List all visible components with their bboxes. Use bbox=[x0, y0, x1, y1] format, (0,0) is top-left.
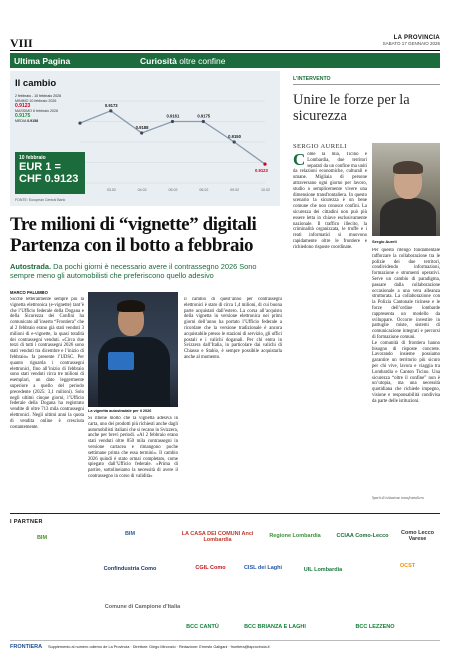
chart-period: 2 febbraio - 10 febbraio 2026 bbox=[15, 94, 62, 98]
avg-line bbox=[15, 119, 61, 124]
partner-logo[interactable] bbox=[340, 620, 410, 634]
partner-logo[interactable] bbox=[183, 556, 238, 580]
partner-logo[interactable] bbox=[395, 526, 440, 546]
section-secondary bbox=[128, 56, 226, 66]
data-point bbox=[171, 120, 174, 123]
x-tick-label: 04.02 bbox=[137, 188, 147, 192]
article-photo bbox=[88, 292, 178, 407]
partner-logo[interactable] bbox=[278, 556, 368, 584]
footer-brand: FRONTIERA bbox=[10, 643, 43, 650]
data-label: 0.9161 bbox=[166, 113, 180, 119]
partner-logo-label: CGIL Como bbox=[195, 565, 226, 571]
opinion-text-1: ome la mia, Ticino e Lombardia, due territori separati da un confine ma uniti da relazioni economiche, culturali e umane. Migliaia di persone attraversano ogni giorno per lavoro, studio o semplicemente vivere una dimensione transfrontaliera. In questo scenario la sicurezza è un bene comune che non conosce confini. La sicurezza dei cittadini non può più essere letta in chiave esclusivamente nazionale. Il traffico illecito, la criminalità organizzata, le truffe e i reati informatici si muovono rapidamente oltre le frontiere e richiedono risposte coordinate. bbox=[293, 152, 367, 250]
chart-title: Il cambio bbox=[15, 78, 57, 89]
data-point bbox=[202, 120, 205, 123]
x-tick-label: 03.02 bbox=[106, 188, 116, 192]
partner-logo[interactable] bbox=[100, 556, 160, 582]
x-tick-label: 06.02 bbox=[199, 188, 209, 192]
partner-logo[interactable] bbox=[170, 620, 235, 634]
page-number: VIII bbox=[10, 36, 33, 50]
opinion-column-2 bbox=[372, 248, 440, 494]
section-secondary-rest: oltre confine bbox=[176, 55, 226, 66]
chart-source: FONTE: European Central Bank bbox=[15, 198, 66, 202]
partner-logo-label: LA CASA DEI COMUNI Anci Lombardia bbox=[181, 531, 254, 543]
chart-info bbox=[15, 94, 61, 124]
partner-logo-label: BCC BRIANZA E LAGHI bbox=[244, 624, 306, 630]
partners-rule bbox=[10, 513, 440, 514]
x-tick-label: 10.02 bbox=[261, 188, 270, 192]
opinion-tag: L’INTERVENTO bbox=[293, 76, 331, 82]
data-label: 0.9173 bbox=[104, 102, 118, 108]
partner-logo-label: OCST bbox=[399, 563, 416, 569]
section-primary: Ultima Pagina bbox=[14, 55, 71, 66]
opinion-title: Unire le forze per la sicurezza bbox=[293, 92, 410, 124]
partner-logo[interactable] bbox=[335, 526, 390, 546]
partner-logo-label: CCIAA Como-Lecco bbox=[336, 533, 389, 539]
opinion-text-2: Per questo ritengo fondamentale rafforzare la collaborazione tra le polizie dei due territori, condividendo informazioni, formazione e strumenti operativi. Serve un cambio di paradigma, passare dalla collaborazione occasionale a una vera alleanza strutturata. La collaborazione con la Polizia Cantonale ticinese e le forze dell’ordine lombarde rappresenta un modello da sviluppare. Occorre investire in pattuglie miste, sistemi di comunicazione integrati e percorsi di formazione comuni. bbox=[372, 248, 440, 340]
issue-date: SABATO 17 GENNAIO 2026 bbox=[382, 41, 440, 46]
data-point bbox=[109, 109, 112, 112]
article-text-1: Sicché letteralmente sempre più la vignetta elettronica (e-vignette) tant’è che l’Ufficio federale della Dogana e della Sicurezza dei Confini ha comunicato all’inserto “Frontiera” che al 2 febbraio erano già stati venduti 3 milioni di e-vignette, la quasi totalità dei contrassegni venduti. «Circa due terzi di tutti i contrassegni 2026 sono stati venduti tra dicembre e l’inizio di febbraio» fa presente l’UDSC. Per quanto riguarda i contrassegni elettronici, fino all’inizio di febbraio sono stati venduti circa tre milioni di esemplari, un dato leggermente superiore a quello del periodo precedente (2025: 3,1 milioni). Solo negli ultimi cinque giorni, l’Ufficio federale della Dogana ha registrato vendite di oltre 713 mila contrassegni elettronici. Negli ultimi anni la quota di vendita online è cresciuta costantemente. bbox=[10, 297, 84, 430]
partner-logo[interactable] bbox=[260, 525, 330, 547]
min-label: MINIMO 10 febbraio 2026 bbox=[15, 99, 57, 103]
x-tick-label: 09.02 bbox=[230, 188, 240, 192]
partner-logo-label: Como Lecco Varese bbox=[400, 530, 434, 542]
article-text-3: il cambio di quest’anno per contrassegni elettronici è stato di circa 1,4 milioni, di cui buona parte acquistati dall’estero. La corsa all’acquisto della vignetta in versione elettronica nei primi giorni dell’anno ha portato l’Ufficio federale a ricordare che la versione tradizionale è ancora acquistabile presso le stazioni di servizio, gli uffici postali e i valichi doganali. Per chi entra in Svizzera dall’Italia, in particolare dai valichi di Chiasso e Stabio, è sempre possibile acquistarla anche al momento. bbox=[184, 297, 282, 360]
partner-logo[interactable] bbox=[380, 556, 435, 576]
max-value: 0.9175 bbox=[15, 113, 31, 119]
partners-title: I PARTNER bbox=[10, 519, 43, 525]
partner-logo-label: BCC LEZZENO bbox=[355, 624, 395, 630]
partner-logo[interactable] bbox=[95, 592, 190, 622]
partner-logo-label: CISL dei Laghi bbox=[243, 565, 283, 571]
opinion-author: SERGIO AURELI bbox=[293, 143, 347, 150]
data-label: 0.9150 bbox=[228, 134, 241, 139]
partner-logo[interactable] bbox=[235, 620, 315, 634]
top-rule bbox=[10, 50, 440, 51]
article-text-2: Si ritiene molto che la vignetta adesiva in carta, uno dei prodotti più richiesti anche dagli automobilisti italiani che si recano in Svizzera, anche per brevi periodi. «Al 2 febbraio erano stati venduti oltre 850 mila contrassegni in versione cartacea e rimangono poche settimane prima che essa termini». Il cambio 2026 quindi è stato ormai completato, come spiegato dall’Ufficio federale. «Prima di partire, sottolineiamo la necessità di avere il contrassegno in corso di validità» bbox=[88, 416, 178, 479]
data-label: 0.9123 bbox=[255, 168, 268, 174]
article-headline: Tre milioni di “vignette” digitali Partenza con il botto a febbraio bbox=[10, 214, 257, 256]
data-point bbox=[263, 163, 266, 166]
article-byline: MARCO PALUMBO bbox=[10, 290, 48, 295]
avg-label: MEDIA bbox=[15, 119, 27, 123]
opinion-rule bbox=[293, 84, 440, 85]
rate-date: 10 febbraio bbox=[19, 155, 46, 161]
author-photo-caption: Sergio Aureli bbox=[372, 239, 397, 244]
author-photo bbox=[372, 143, 440, 236]
max-label: MASSIMO 6 febbraio 2026 bbox=[15, 109, 58, 113]
partner-logo-label: Confindustria Como bbox=[103, 566, 157, 572]
paper-name: LA PROVINCIA bbox=[393, 35, 440, 41]
partner-logo[interactable] bbox=[100, 523, 160, 545]
section-bar bbox=[10, 53, 440, 68]
data-label: 0.9188 bbox=[135, 124, 149, 130]
partner-logo-label: BIM bbox=[124, 531, 136, 537]
opinion-column-1 bbox=[293, 152, 367, 504]
masthead bbox=[383, 35, 440, 46]
article-column-2 bbox=[88, 416, 178, 509]
partner-logo-label: BCC CANTÙ bbox=[186, 624, 219, 630]
rate-line-1: EUR 1 = bbox=[19, 161, 61, 173]
partner-logo-label: UIL Lombardia bbox=[303, 567, 343, 573]
x-tick-label: 05.02 bbox=[168, 188, 178, 192]
opinion-footnote: Sparti di istituzione transfrontaliera bbox=[372, 496, 424, 500]
article-subhead bbox=[10, 262, 282, 280]
subhead-kicker: Autostrada. bbox=[10, 262, 52, 271]
footer-text: Supplemento al numero odierno de La Provincia · Direttore: Diego Minonzio · Redazione: Ernesto Galigani · frontiera@laprovincia.it bbox=[48, 644, 270, 649]
data-point bbox=[78, 122, 81, 125]
partner-logo-label: Comune di Campione d’Italia bbox=[104, 604, 181, 610]
data-point bbox=[140, 131, 143, 134]
rate-box bbox=[15, 152, 85, 194]
partner-logo-label: BIM bbox=[36, 535, 48, 541]
min-value: 0.9123 bbox=[15, 103, 31, 109]
partner-logo[interactable] bbox=[12, 528, 72, 548]
data-label: 0.9175 bbox=[197, 113, 211, 119]
data-point bbox=[233, 140, 236, 143]
partner-logo[interactable] bbox=[175, 525, 260, 549]
subhead-text: Da pochi giorni è necessario avere il contrassegno 2026 Sono sempre meno gli automobilisti che preferiscono quello adesivo bbox=[10, 262, 257, 280]
rate-line-2: CHF 0.9123 bbox=[19, 173, 79, 185]
avg-value: 0.9158 bbox=[27, 119, 39, 123]
article-photo-caption: La vignetta autostradale per il 2026 bbox=[88, 409, 152, 413]
partner-logo-label: Regione Lombardia bbox=[269, 533, 321, 539]
article-column-1 bbox=[10, 297, 84, 509]
drop-cap: C bbox=[293, 152, 306, 169]
footer-bar bbox=[10, 640, 440, 650]
article-column-3 bbox=[184, 297, 282, 509]
section-secondary-bold: Curiosità bbox=[140, 55, 177, 66]
opinion-text-3: Le comunità di frontiera hanno bisogno di risposte concrete. Lavorando insieme possiamo garantire un territorio più sicuro per chi vive, lavora e viaggia tra Lombardia e Canton Ticino. Una sicurezza “oltre il confine” non è un’utopia, ma una necessità quotidiana che richiede impegno, visione e responsabilità condivisa da parte delle istituzioni. bbox=[372, 340, 440, 404]
